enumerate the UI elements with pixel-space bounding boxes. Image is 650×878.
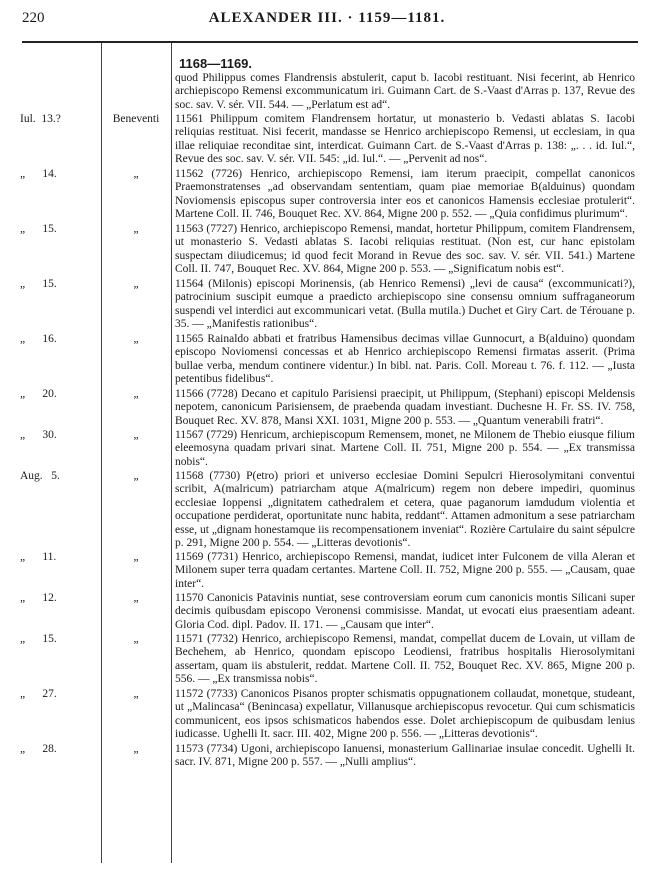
- entry-place: „: [133, 551, 139, 563]
- entry-date: Iul. 13.?: [20, 113, 61, 125]
- entry-date: „ 15.: [20, 278, 57, 290]
- entry-place: „: [133, 278, 139, 290]
- entry-place: „: [133, 592, 139, 604]
- header-rule: [22, 41, 638, 43]
- running-title: ALEXANDER III. · 1159—1181.: [208, 10, 446, 26]
- entry-place: „: [133, 388, 139, 400]
- entry-place: „: [133, 633, 139, 645]
- entry-text: 11561 Philippum comitem Flandrensem hortatur, ut monasterio b. Vedasti ablatas S. Iacobi reliquias restituat. Nisi fecerit, mandasse se Henrico archiepiscopo Remensi, ut ecclesiam, in qua illae reliquiae reconditae sint, interdicat. Guimann Cart. de S.-Vaast d'Arras p. 138: „. . . id. Iul.“, Revue des soc. sav. V. sér. VII. 545: „id. Iul.“. — „Pervenit ad nos“.: [175, 113, 635, 166]
- entry-text: 11573 (7734) Ugoni, archiepiscopo Ianuensi, monasterium Gallinariae insulae concedit. Ughelli It. sacr. IV. 871, Migne 200 p. 557. — „Nulli amplius“.: [175, 743, 635, 769]
- entry-date: „ 11.: [20, 551, 57, 563]
- entry-text: 11562 (7726) Henrico, archiepiscopo Remensi, iam iterum praecipit, compellat canonicos Praemonstratenses „ad observandam sententiam, quam piae memoriae B(alduinus) quondam Noviomensis episcopus super controversia inter eos et canonicos Hamensis ecclesiae protulerit“. Martene Coll. II. 746, Bouquet Rec. XV. 864, Migne 200 p. 552. — „Quia confidimus plurimum“.: [175, 168, 635, 221]
- entry-date: Aug. 5.: [20, 470, 60, 482]
- entry-place: „: [133, 470, 139, 482]
- entry-text: 11567 (7729) Henricum, archiepiscopum Remensem, monet, ne Milonem de Thebio eiusque filium eleemosyna quadam privari sinat. Martene Coll. II. 751, Migne 200 p. 554. — „Ex transmissa nobis“.: [175, 429, 635, 468]
- entry-text: 11571 (7732) Henrico, archiepiscopo Remensi, mandat, compellat ducem de Lovain, ut villam de Bechehem, ab Henrico, quondam episcopo Leodiensi, fratribus hospitalis Hierosolymitani assertam, quam iis abstulerit, reddat. Martene Coll. II. 752, Bouquet Rec. XV. 865, Migne 200 p. 556. — „Ex transmissa nobis“.: [175, 633, 635, 686]
- entry-text: 11569 (7731) Henrico, archiepiscopo Remensi, mandat, iudicet inter Fulconem de villa Aleran et Milonem super terra quadam certantes. Martene Coll. II. 752, Migne 200 p. 555. — „Causam, quae inter“.: [175, 551, 635, 590]
- entry-date: „ 27.: [20, 688, 57, 700]
- entry-text: 11565 Rainaldo abbati et fratribus Hamensibus decimas villae Gunnocurt, a B(alduino) quondam episcopo Noviomensi concessas et ab Henrico archiepiscopo Remensi firmatas asserit. (Prima bullae verba, mendum continere videntur.) In bibl. nat. Paris. Coll. Moreau t. 76. f. 112. — „Iusta petentibus fidelibus“.: [175, 333, 635, 386]
- section-heading: 1168—1169.: [179, 56, 253, 71]
- entry-text: 11563 (7727) Henrico, archiepiscopo Remensi, mandat, hortetur Philippum, comitem Flandrensem, ut monasterio S. Vedasti ablatas S. Iacobi reliquias restituat. (Non est, cur hanc epistolam suspectam diiudicemus; id quod fecit Morand in Revue des soc. sav. V. sér. VII. 541.) Martene Coll. II. 747, Bouquet Rec. XV. 864, Migne 200 p. 553. — „Significatum nobis est“.: [175, 223, 635, 276]
- entry-place: „: [133, 168, 139, 180]
- column-divider-date: [101, 43, 102, 863]
- entry-place: „: [133, 223, 139, 235]
- entry-date: „ 16.: [20, 333, 57, 345]
- entry-text: 11564 (Milonis) episcopi Morinensis, (ab Henrico Remensi) „levi de causa“ (excommunicati?), patrocinium suscipit eumque a praedicto archiepiscopo sine consensu omnium suffraganeorum suspendi vel interdici aut excommunicari vetat. (Bulla mutila.) Duchet et Giry Cart. de Térouane p. 35. — „Manifestis rationibus“.: [175, 278, 635, 331]
- entry-text: quod Philippus comes Flandrensis abstulerit, caput b. Iacobi restituant. Nisi fecerint, ab Henrico archiepiscopo Remensi excommunicatum iri. Guimann Cart. de S.-Vaast d'Arras p. 137, Revue des soc. sav. V. sér. VII. 544. — „Perlatum est ad“.: [175, 72, 635, 111]
- page-header: [12, 8, 642, 32]
- entry-place: Beneventi: [112, 113, 160, 125]
- entry-date: „ 15.: [20, 633, 57, 645]
- entry-date: „ 20.: [20, 388, 57, 400]
- entry-date: „ 28.: [20, 743, 57, 755]
- entry-date: „ 14.: [20, 168, 57, 180]
- entry-place: „: [133, 688, 139, 700]
- entry-place: „: [133, 333, 139, 345]
- entry-text: 11572 (7733) Canonicos Pisanos propter schismatis oppugnationem collaudat, monetque, studeant, ut „Malincasa“ (Benincasa) expellatur, Villanusque archiepiscopus revocetur. Qui cum schismaticis communicent, eos ipsos schismaticos habendos esse. Dolet archiepiscopum de quibusdam lenius iudicasse. Ughelli It. sacr. III. 402, Migne 200 p. 556. — „Litteras devotionis“.: [175, 688, 635, 741]
- entry-date: „ 15.: [20, 223, 57, 235]
- entry-text: 11566 (7728) Decano et capitulo Parisiensi praecipit, ut Philippum, (Stephani) episcopi Meldensis nepotem, canonicum Parisiensem, de praebenda quadam investiant. Duchesne H. Fr. SS. IV. 758, Bouquet Rec. XV. 878, Mansi XXI. 1031, Migne 200 p. 553. — „Quantum venerabili fratri“.: [175, 388, 635, 427]
- entry-date: „ 30.: [20, 429, 57, 441]
- entry-text: 11570 Canonicis Patavinis nuntiat, sese controversiam eorum cum canonicis montis Silicani super decimis quibusdam episcopo Veronensi commisisse. Mandat, ut evocati eius praesentiam adeant. Gloria Cod. dipl. Padov. II. 171. — „Causam que inter“.: [175, 592, 635, 631]
- column-divider-place: [171, 43, 172, 863]
- entry-place: „: [133, 743, 139, 755]
- page-number: 220: [22, 10, 45, 26]
- entry-place: „: [133, 429, 139, 441]
- entry-text: 11568 (7730) P(etro) priori et universo ecclesiae Domini Sepulcri Hierosolymitani conventui scribit, A(malricum) patriarcham atque A(malricum) regem non debere impediri, quominus ecclesiae Ioppensi „dignitatem cathedralem et cetera, quae paganorum iamdudum violentia et occupatione perdiderat, oportunitate nunc habita, reddant“. Attamen admonitum a sese patriarcham esse, ut „dignam honestamque iis recompensationem inveniat“. Rozière Cartulaire du saint sépulcre p. 291, Migne 200 p. 554. — „Litteras devotionis“.: [175, 470, 635, 550]
- entry-date: „ 12.: [20, 592, 57, 604]
